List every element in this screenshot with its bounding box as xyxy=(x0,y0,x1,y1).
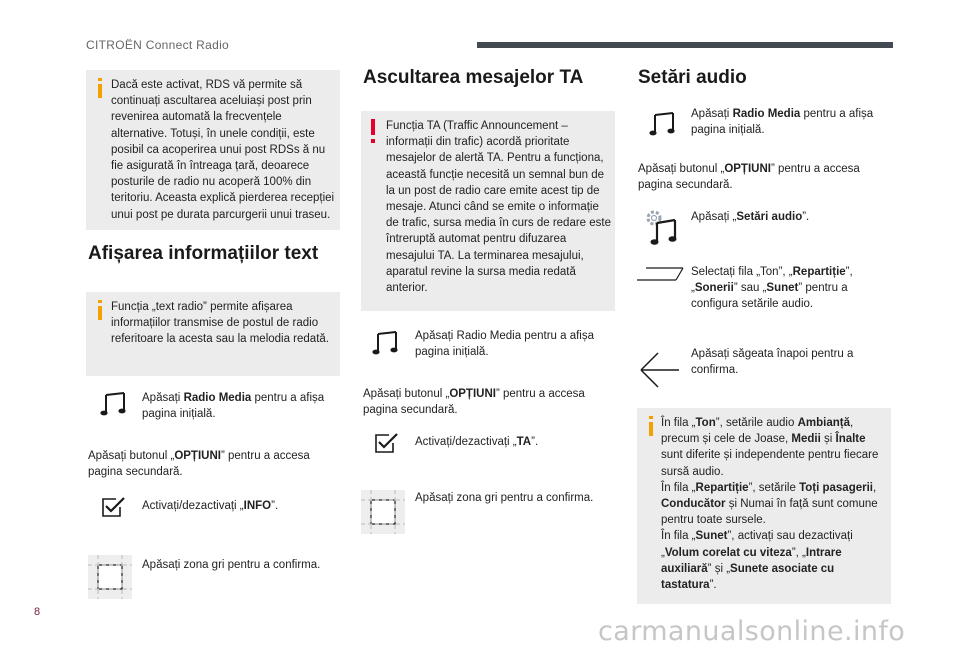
rds-info-note xyxy=(86,70,340,230)
rds-note-text: Dacă este activat, RDS vă permite să continuați ascultarea aceluiași post prin revenirea automată la frecvențele alternative. Totuși, în unele condiții, este posibil ca acoperirea unui post RDSs ă nu fie asigurată în întreaga țară, deoarece posturile de radio nu acoperă 100% din teritoriu. Aceasta explică pierderea recepției unui post pe durata parcurgerii unui traseu. xyxy=(111,79,335,221)
watermark: carmanualsonline.info xyxy=(598,616,906,647)
settings-music-icon xyxy=(645,209,681,247)
step-radio-media: Apăsați Radio Media pentru a afișa pagina inițială. xyxy=(142,392,325,420)
step-audio-settings: Apăsați „Setări audio”. xyxy=(691,211,810,223)
step-radio-media: Apăsați Radio Media pentru a afișa pagina inițială. xyxy=(691,108,874,136)
page-number: 8 xyxy=(34,606,41,618)
grey-zone-icon xyxy=(88,555,132,599)
tab-icon xyxy=(636,264,684,286)
checkbox-icon xyxy=(100,496,126,520)
step-toggle-ta: Activați/dezactivați „TA”. xyxy=(415,436,539,448)
text-radio-info-note xyxy=(86,292,340,376)
step-grey-zone: Apăsați zona gri pentru a confirma. xyxy=(142,559,321,571)
music-note-icon xyxy=(372,329,400,357)
section-heading-ta: Ascultarea mesajelor TA xyxy=(363,67,584,88)
info-icon xyxy=(644,416,658,436)
music-note-icon xyxy=(100,390,128,418)
grey-zone-icon xyxy=(361,490,405,534)
options-paragraph: Apăsați butonul „OPȚIUNI” pentru a accesa pagina secundară. xyxy=(363,388,585,416)
step-select-tab: Selectați fila „Ton”, „Repartiție”, „Sonerii” sau „Sunet” pentru a configura setările audio. xyxy=(691,266,853,310)
options-paragraph: Apăsați butonul „OPȚIUNI” pentru a accesa pagina secundară. xyxy=(638,163,860,191)
text-radio-note-text: Funcția „text radio” permite afișarea informațiilor transmise de postul de radio referitoare la acesta sau la melodia redată. xyxy=(111,301,329,346)
checkbox-icon xyxy=(373,432,399,456)
document-header-title: CITROËN Connect Radio xyxy=(86,38,230,52)
section-heading-text-info: Afișarea informațiilor text xyxy=(88,243,319,264)
step-radio-media: Apăsați Radio Media pentru a afișa pagina inițială. xyxy=(415,330,594,358)
audio-note-text: În fila „Ton”, setările audio Ambianță, precum și cele de Joase, Medii și Înalte sunt diferite și independente pentru fiecare sursă audio. În fila „Repartiție”, setările Toți pasagerii, Conducător și Numai în față sunt comune pentru toate sursele. În fila „Sunet”, activați sau dezactivați „Volum corelat cu viteza”, „Intrare auxiliară” și „Sunete asociate cu tastatura”. xyxy=(661,417,879,592)
step-grey-zone: Apăsați zona gri pentru a confirma. xyxy=(415,492,594,504)
info-icon xyxy=(93,300,107,320)
back-arrow-icon xyxy=(638,350,680,390)
audio-settings-info-note xyxy=(637,408,891,604)
step-back-arrow: Apăsați săgeata înapoi pentru a confirma. xyxy=(691,348,854,376)
section-heading-audio: Setări audio xyxy=(638,67,747,88)
step-toggle-info: Activați/dezactivați „INFO”. xyxy=(142,500,279,512)
info-icon xyxy=(93,78,107,98)
warning-icon xyxy=(369,119,379,145)
ta-warning-note xyxy=(361,111,615,311)
music-note-icon xyxy=(649,110,677,138)
options-paragraph: Apăsați butonul „OPȚIUNI” pentru a accesa pagina secundară. xyxy=(88,450,310,478)
header-bar xyxy=(477,42,893,48)
ta-note-text: Funcția TA (Traffic Announcement – informații din trafic) acordă prioritate mesajelor de alertă TA. Pentru a funcționa, această funcție necesită un semnal bun de la un post de radio care emite acest tip de mesaje. Atunci când se emite o informație de trafic, sursa media în curs de redare este întreruptă automat pentru difuzarea mesajului TA. La terminarea mesajului, aparatul revine la sursa media redată anterior. xyxy=(386,120,611,295)
